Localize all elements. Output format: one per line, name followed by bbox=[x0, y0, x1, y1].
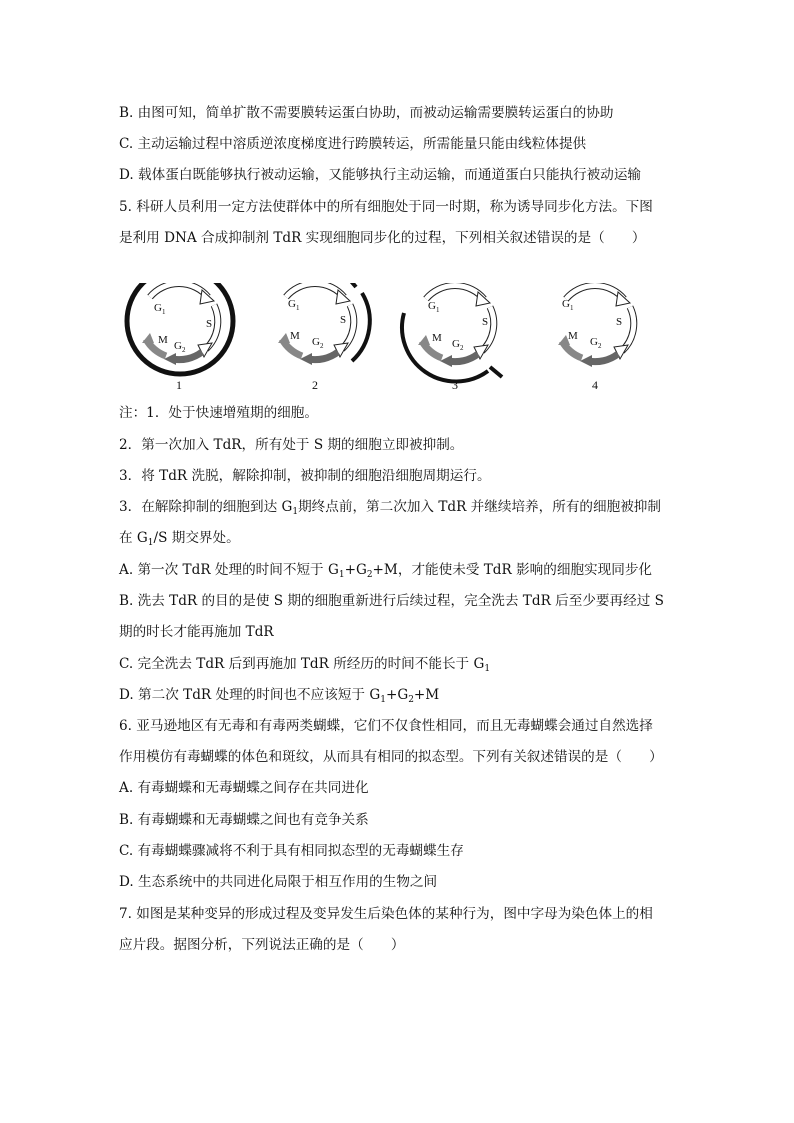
svg-text:M: M bbox=[432, 332, 442, 344]
line-q5-stem-2: 是利用 DNA 合成抑制剂 TdR 实现细胞同步化的过程，下列相关叙述错误的是（ ） bbox=[119, 230, 646, 246]
cycle-panel-3 bbox=[402, 286, 502, 382]
cycle-panel-4 bbox=[558, 283, 634, 367]
q5-option-a: A. 第一次 TdR 处理的时间不短于 $G_1+G_2+M$，才能使未受 TdR 影响的细胞实现同步化 bbox=[119, 562, 653, 580]
q5-option-c: C. 完全洗去 TdR 后到再施加 TdR 所经历的时间不能长于 $G_1$ bbox=[119, 656, 491, 674]
q7-stem-2: 应片段。据图分析，下列说法正确的是（ ） bbox=[119, 937, 405, 953]
svg-text:M: M bbox=[158, 334, 168, 346]
note-1: 注：1．处于快速增殖期的细胞。 bbox=[119, 405, 318, 421]
q6-option-a: A. 有毒蝴蝶和无毒蝴蝶之间存在共同进化 bbox=[119, 780, 369, 796]
cycle-panel-1 bbox=[127, 283, 233, 374]
line-q4-d: D. 载体蛋白既能够执行被动运输，又能够执行主动运输，而通道蛋白只能执行被动运输 bbox=[119, 167, 642, 183]
panel-number-1: 1 bbox=[176, 378, 182, 392]
svg-text:S: S bbox=[482, 316, 489, 328]
svg-text:S: S bbox=[616, 316, 623, 328]
svg-text:G1: $G_1$ bbox=[288, 298, 300, 312]
svg-text:G1: $G_1$ bbox=[154, 302, 166, 316]
svg-text:G2: $G_2$ bbox=[174, 340, 186, 354]
svg-text:S: S bbox=[340, 314, 347, 326]
panel-number-2: 2 bbox=[312, 378, 318, 392]
svg-text:G2: $G_2$ bbox=[312, 336, 324, 350]
svg-text:G1: $G_1$ bbox=[562, 298, 574, 312]
q5-option-d: D. 第二次 TdR 处理的时间也不应该短于 $G_1+G_2+M$ bbox=[119, 687, 440, 705]
svg-text:G2: $G_2$ bbox=[452, 338, 464, 352]
panel-number-3: 3 bbox=[452, 378, 458, 392]
q5-option-b-1: B. 洗去 TdR 的目的是使 S 期的细胞重新进行后续过程，完全洗去 TdR 后至少要再经过 S bbox=[119, 593, 664, 609]
panel-number-4: 4 bbox=[592, 378, 598, 392]
line-q5-stem-1: 5. 科研人员利用一定方法使群体中的所有细胞处于同一时期，称为诱导同步化方法。下图 bbox=[119, 199, 653, 215]
svg-text:G1: $G_1$ bbox=[428, 300, 440, 314]
svg-text:G2: $G_2$ bbox=[590, 336, 602, 350]
note-3: 3．将 TdR 洗脱，解除抑制，被抑制的细胞沿细胞周期运行。 bbox=[119, 468, 491, 484]
svg-text:M: M bbox=[290, 330, 300, 342]
note-4b: 在 $G_1/S$ 期交界处。 bbox=[119, 530, 240, 548]
note-2: 2．第一次加入 TdR，所有处于 S 期的细胞立即被抑制。 bbox=[119, 437, 464, 453]
cell-cycle-figure bbox=[110, 283, 650, 398]
note-4a: 3．在解除抑制的细胞到达 $G_1$期终点前，第二次加入 TdR 并继续培养，所有的细胞被抑制 bbox=[119, 499, 661, 517]
q5-option-b-2: 期的时长才能再施加 TdR bbox=[119, 624, 274, 640]
q6-stem-1: 6. 亚马逊地区有无毒和有毒两类蝴蝶，它们不仅食性相同，而且无毒蝴蝶会通过自然选择 bbox=[119, 718, 653, 734]
q6-option-d: D. 生态系统中的共同进化局限于相互作用的生物之间 bbox=[119, 874, 438, 890]
svg-text:M: M bbox=[568, 330, 578, 342]
q7-stem-1: 7. 如图是某种变异的形成过程及变异发生后染色体的某种行为，图中字母为染色体上的相 bbox=[119, 906, 653, 922]
cycle-panel-2 bbox=[278, 283, 370, 365]
q6-option-b: B. 有毒蝴蝶和无毒蝴蝶之间也有竞争关系 bbox=[119, 812, 369, 828]
svg-text:S: S bbox=[206, 318, 213, 330]
q6-stem-2: 作用模仿有毒蝴蝶的体色和斑纹，从而具有相同的拟态型。下列有关叙述错误的是（ ） bbox=[119, 749, 663, 765]
line-q4-c: C. 主动运输过程中溶质逆浓度梯度进行跨膜转运，所需能量只能由线粒体提供 bbox=[119, 136, 587, 152]
line-q4-b: B. 由图可知，简单扩散不需要膜转运蛋白协助，而被动运输需要膜转运蛋白的协助 bbox=[119, 105, 614, 121]
q6-option-c: C. 有毒蝴蝶骤减将不利于具有相同拟态型的无毒蝴蝶生存 bbox=[119, 843, 464, 859]
